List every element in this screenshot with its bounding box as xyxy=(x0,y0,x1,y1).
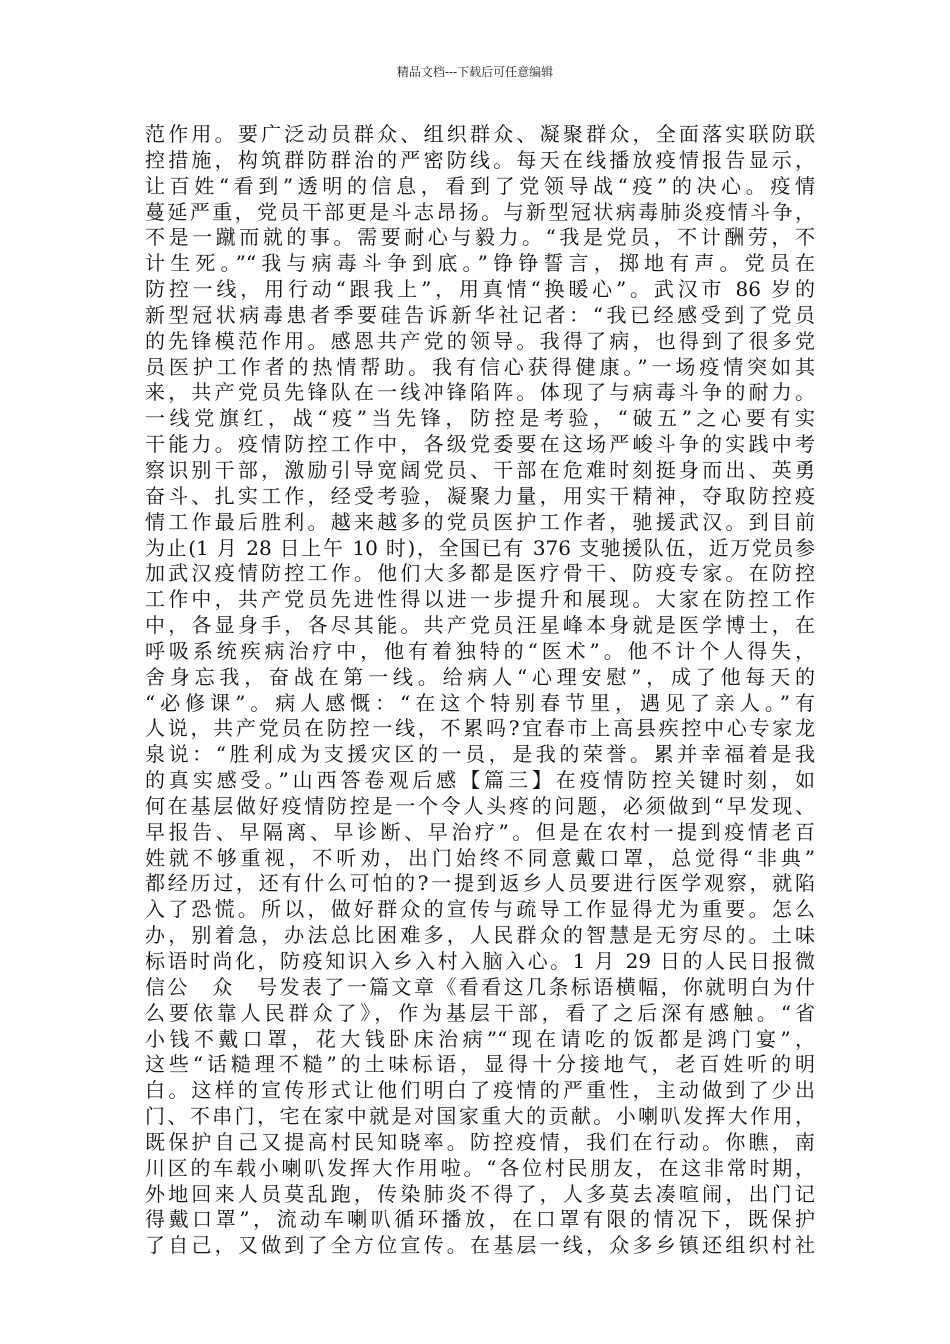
text-line: 姓就不够重视，不听劝，出门始终不同意戴口罩，总觉得“非典” xyxy=(145,845,815,870)
text-line: 情工作最后胜利。越来越多的党员医护工作者，驰援武汉。到目前 xyxy=(145,509,815,534)
text-line: 员医护工作者的热情帮助。我有信心获得健康。”一场疫情突如其 xyxy=(145,354,815,379)
text-line: 入了恐慌。所以，做好群众的宣传与疏导工作显得尤为重要。怎么 xyxy=(145,897,815,922)
text-line: 干能力。疫情防控工作中，各级党委要在这场严峻斗争的实践中考 xyxy=(145,432,815,457)
text-line: 小钱不戴口罩，花大钱卧床治病”“现在请吃的饭都是鸿门宴”， xyxy=(145,1026,815,1051)
text-line: 察识别干部，激励引导宽阔党员、干部在危难时刻挺身而出、英勇 xyxy=(145,457,815,482)
text-line: 计生死。”“我与病毒斗争到底。”铮铮誓言，掷地有声。党员在 xyxy=(145,251,815,276)
text-line: 么要依靠人民群众了》，作为基层干部，看了之后深有感触。“省 xyxy=(145,1000,815,1025)
text-line: 范作用。要广泛动员群众、组织群众、凝聚群众，全面落实联防联 xyxy=(145,122,815,146)
text-line: 人说，共产党员在防控一线，不累吗?宜春市上高县疾控中心专家龙 xyxy=(145,716,815,741)
text-line: 标语时尚化，防疫知识入乡入村入脑入心。1 月 29 日的人民日报微 xyxy=(145,949,815,973)
text-line: 不是一蹴而就的事。需要耐心与毅力。“我是党员，不计酬劳，不 xyxy=(145,225,815,250)
body-text xyxy=(145,122,815,1259)
text-line: 为止(1 月 28 日上午 10 时)，全国已有 376 支驰援队伍，近万党员参 xyxy=(145,535,815,560)
text-line: 来，共产党员先锋队在一线冲锋陷阵。体现了与病毒斗争的耐力。 xyxy=(145,380,815,405)
text-line: 办，别着急，办法总比困难多，人民群众的智慧是无穷尽的。土味 xyxy=(145,923,815,948)
text-line: 让百姓“看到”透明的信息，看到了党领导战“疫”的决心。疫情 xyxy=(145,173,815,198)
text-line: 信公 众 号发表了一篇文章《看看这几条标语横幅，你就明白为什 xyxy=(145,974,815,999)
text-line: 控措施，构筑群防群治的严密防线。每天在线播放疫情报告显示， xyxy=(145,147,815,172)
text-line: 奋斗、扎实工作，经受考验，凝聚力量，用实干精神，夺取防控疫 xyxy=(145,483,815,508)
text-line: 都经历过，还有什么可怕的?一提到返乡人员要进行医学观察，就陷 xyxy=(145,871,815,896)
text-line: 工作中，共产党员先进性得以进一步提升和展现。大家在防控工作 xyxy=(145,587,815,612)
page-header: 精品文档---下载后可任意编辑 xyxy=(396,65,554,79)
text-line: 泉说：“胜利成为支援灾区的一员，是我的荣誉。累并幸福着是我 xyxy=(145,742,815,767)
text-line: 得戴口罩”，流动车喇叭循环播放，在口罩有限的情况下，既保护 xyxy=(145,1207,815,1232)
text-line: 早报告、早隔离、早诊断、早治疗”。但是在农村一提到疫情老百 xyxy=(145,819,815,844)
text-line: 舍身忘我，奋战在第一线。给病人“心理安慰”，成了他每天的 xyxy=(145,664,815,689)
text-line: 中，各显身手，各尽其能。共产党员汪星峰本身就是医学博士，在 xyxy=(145,613,815,638)
text-line: 一线党旗红，战“疫”当先锋，防控是考验，“破五”之心要有实 xyxy=(145,406,815,431)
text-line: 蔓延严重，党员干部更是斗志昂扬。与新型冠状病毒肺炎疫情斗争， xyxy=(145,199,815,224)
text-line: 何在基层做好疫情防控是一个令人头疼的问题，必须做到“早发现、 xyxy=(145,793,815,818)
text-line: 川区的车载小喇叭发挥大作用啦。“各位村民朋友，在这非常时期， xyxy=(145,1155,815,1180)
text-line: 外地回来人员莫乱跑，传染肺炎不得了，人多莫去凑喧闹，出门记 xyxy=(145,1181,815,1206)
text-line: 了自己，又做到了全方位宣传。在基层一线，众多乡镇还组织村社 xyxy=(145,1233,815,1258)
text-line: 既保护自己又提高村民知晓率。防控疫情，我们在行动。你瞧，南 xyxy=(145,1129,815,1154)
text-line: 加武汉疫情防控工作。他们大多都是医疗骨干、防疫专家。在防控 xyxy=(145,561,815,586)
text-line: 这些“话糙理不糙”的土味标语，显得十分接地气，老百姓听的明 xyxy=(145,1052,815,1077)
text-line: 的真实感受。”山西答卷观后感【篇三】在疫情防控关键时刻，如 xyxy=(145,768,815,793)
text-line: 新型冠状病毒患者季要硅告诉新华社记者：“我已经感受到了党员 xyxy=(145,302,815,327)
text-line: 的先锋模范作用。感恩共产党的领导。我得了病，也得到了很多党 xyxy=(145,328,815,353)
text-line: 门、不串门，宅在家中就是对国家重大的贡献。小喇叭发挥大作用， xyxy=(145,1104,815,1129)
text-line: 呼吸系统疾病治疗中，他有着独特的“医术”。他不计个人得失， xyxy=(145,638,815,663)
text-line: 防控一线，用行动“跟我上”，用真情“换暖心”。武汉市 86 岁的 xyxy=(145,277,815,302)
text-line: “必修课”。病人感慨：“在这个特别春节里，遇见了亲人。”有 xyxy=(145,690,815,715)
text-line: 白。这样的宣传形式让他们明白了疫情的严重性，主动做到了少出 xyxy=(145,1078,815,1103)
